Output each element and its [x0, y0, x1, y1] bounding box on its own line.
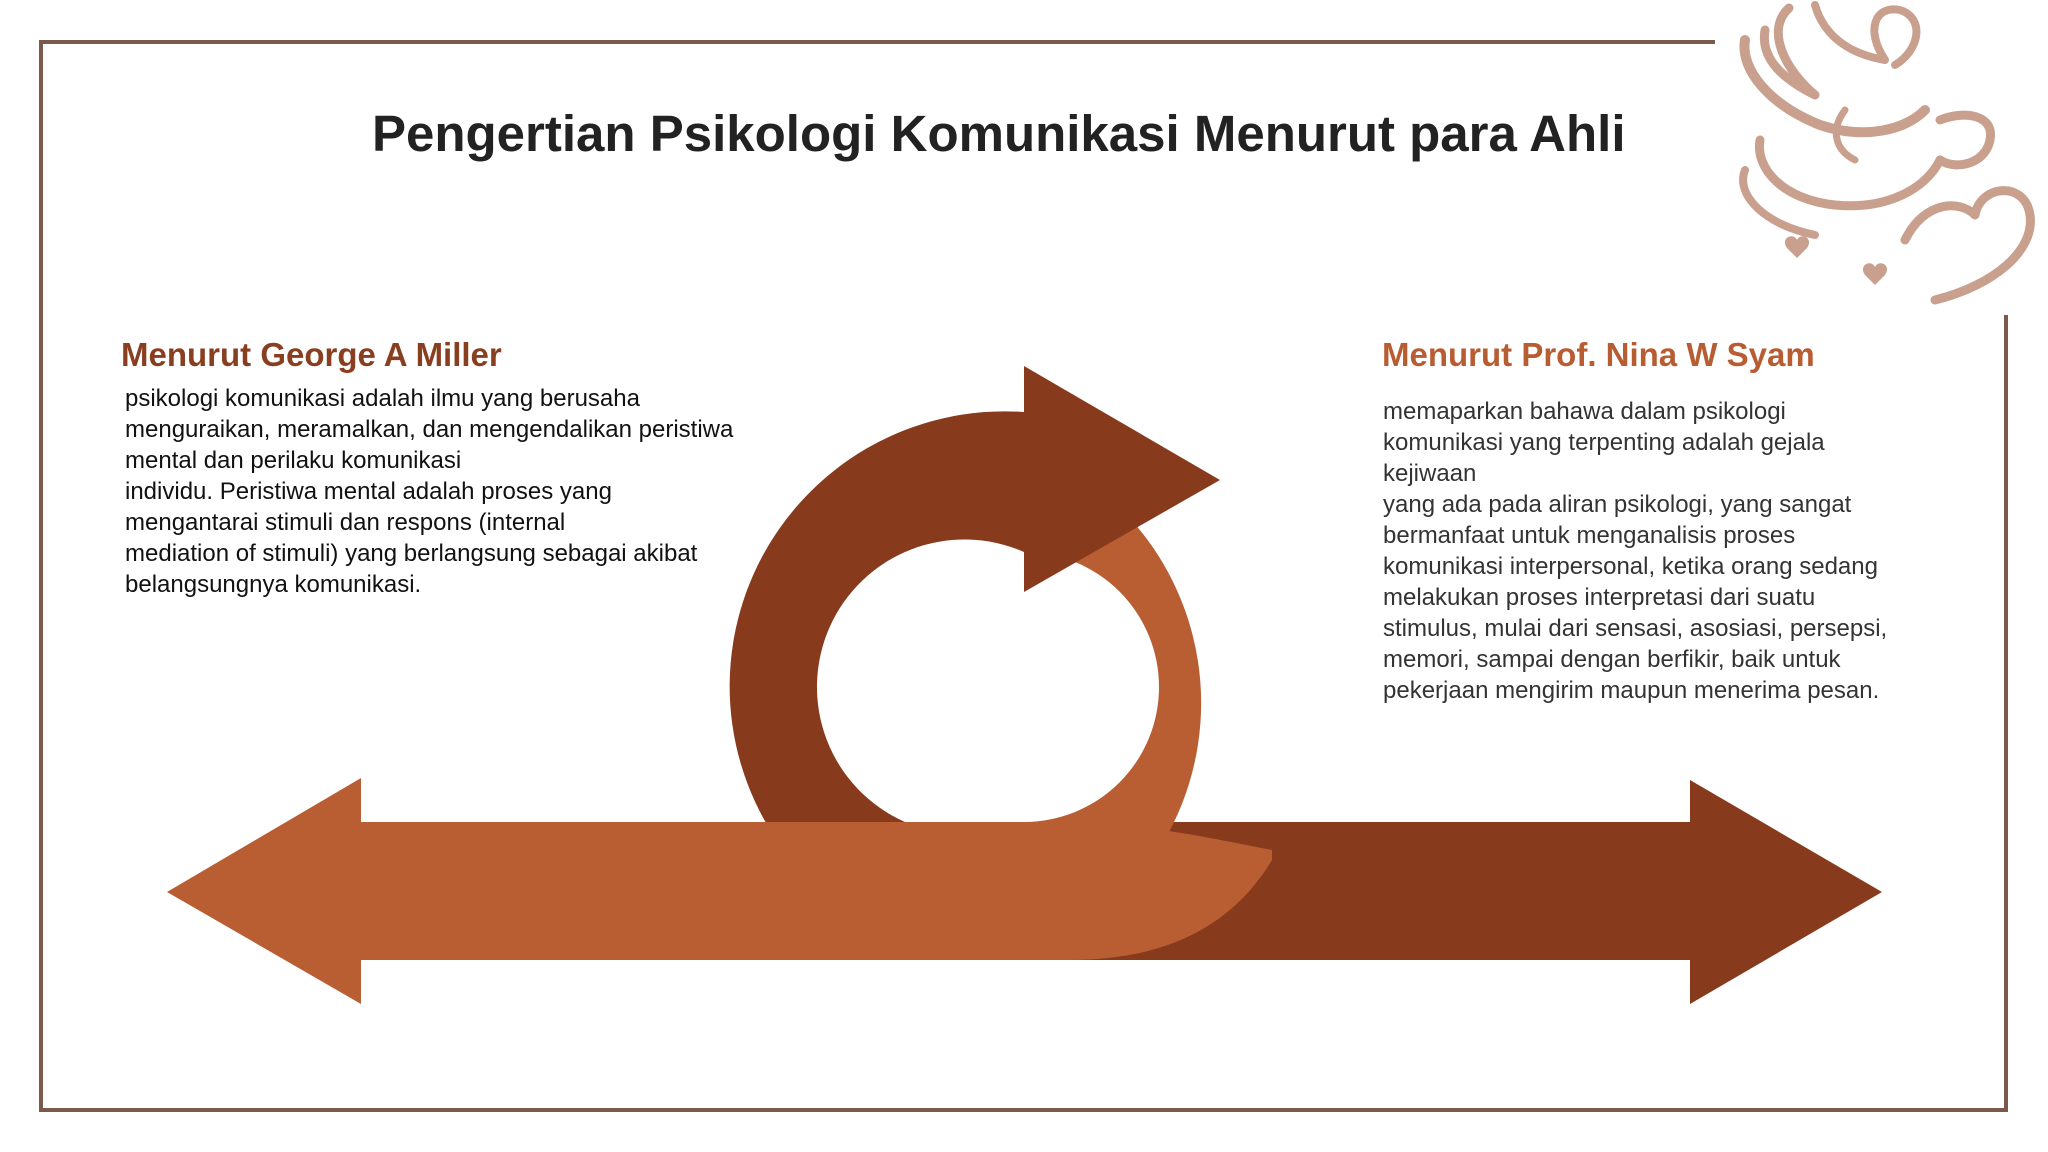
- right-line: komunikasi yang terpenting adalah gejala: [1383, 429, 1825, 456]
- left-line: psikologi komunikasi adalah ilmu yang berusaha: [125, 385, 640, 412]
- left-line: belangsungnya komunikasi.: [125, 571, 422, 598]
- left-line: menguraikan, meramalkan, dan mengendalikan peristiwa: [125, 416, 734, 443]
- right-line: bermanfaat untuk menganalisis proses: [1383, 522, 1796, 549]
- left-heading: Menurut George A Miller: [121, 336, 502, 373]
- right-line: melakukan proses interpretasi dari suatu: [1383, 584, 1816, 611]
- right-line: komunikasi interpersonal, ketika orang sedang: [1383, 553, 1878, 580]
- left-paragraph: [125, 383, 815, 600]
- right-line: pekerjaan mengirim maupun menerima pesan.: [1383, 677, 1880, 704]
- right-line: memaparkan bahawa dalam psikologi: [1383, 398, 1786, 425]
- left-line: mediation of stimuli) yang berlangsung sebagai akibat: [125, 540, 698, 567]
- right-line: kejiwaan: [1383, 460, 1477, 487]
- right-line: stimulus, mulai dari sensasi, asosiasi, persepsi,: [1383, 615, 1888, 642]
- right-line: yang ada pada aliran psikologi, yang sangat: [1383, 491, 1852, 518]
- right-heading: Menurut Prof. Nina W Syam: [1382, 336, 1815, 373]
- right-paragraph: [1383, 396, 1943, 706]
- left-line: individu. Peristiwa mental adalah proses yang: [125, 478, 612, 505]
- right-line: memori, sampai dengan berfikir, baik untuk: [1383, 646, 1841, 673]
- slide-title: Pengertian Psikologi Komunikasi Menurut para Ahli: [372, 105, 1626, 162]
- left-line: mental dan perilaku komunikasi: [125, 447, 462, 474]
- left-line: mengantarai stimuli dan respons (internal: [125, 509, 566, 536]
